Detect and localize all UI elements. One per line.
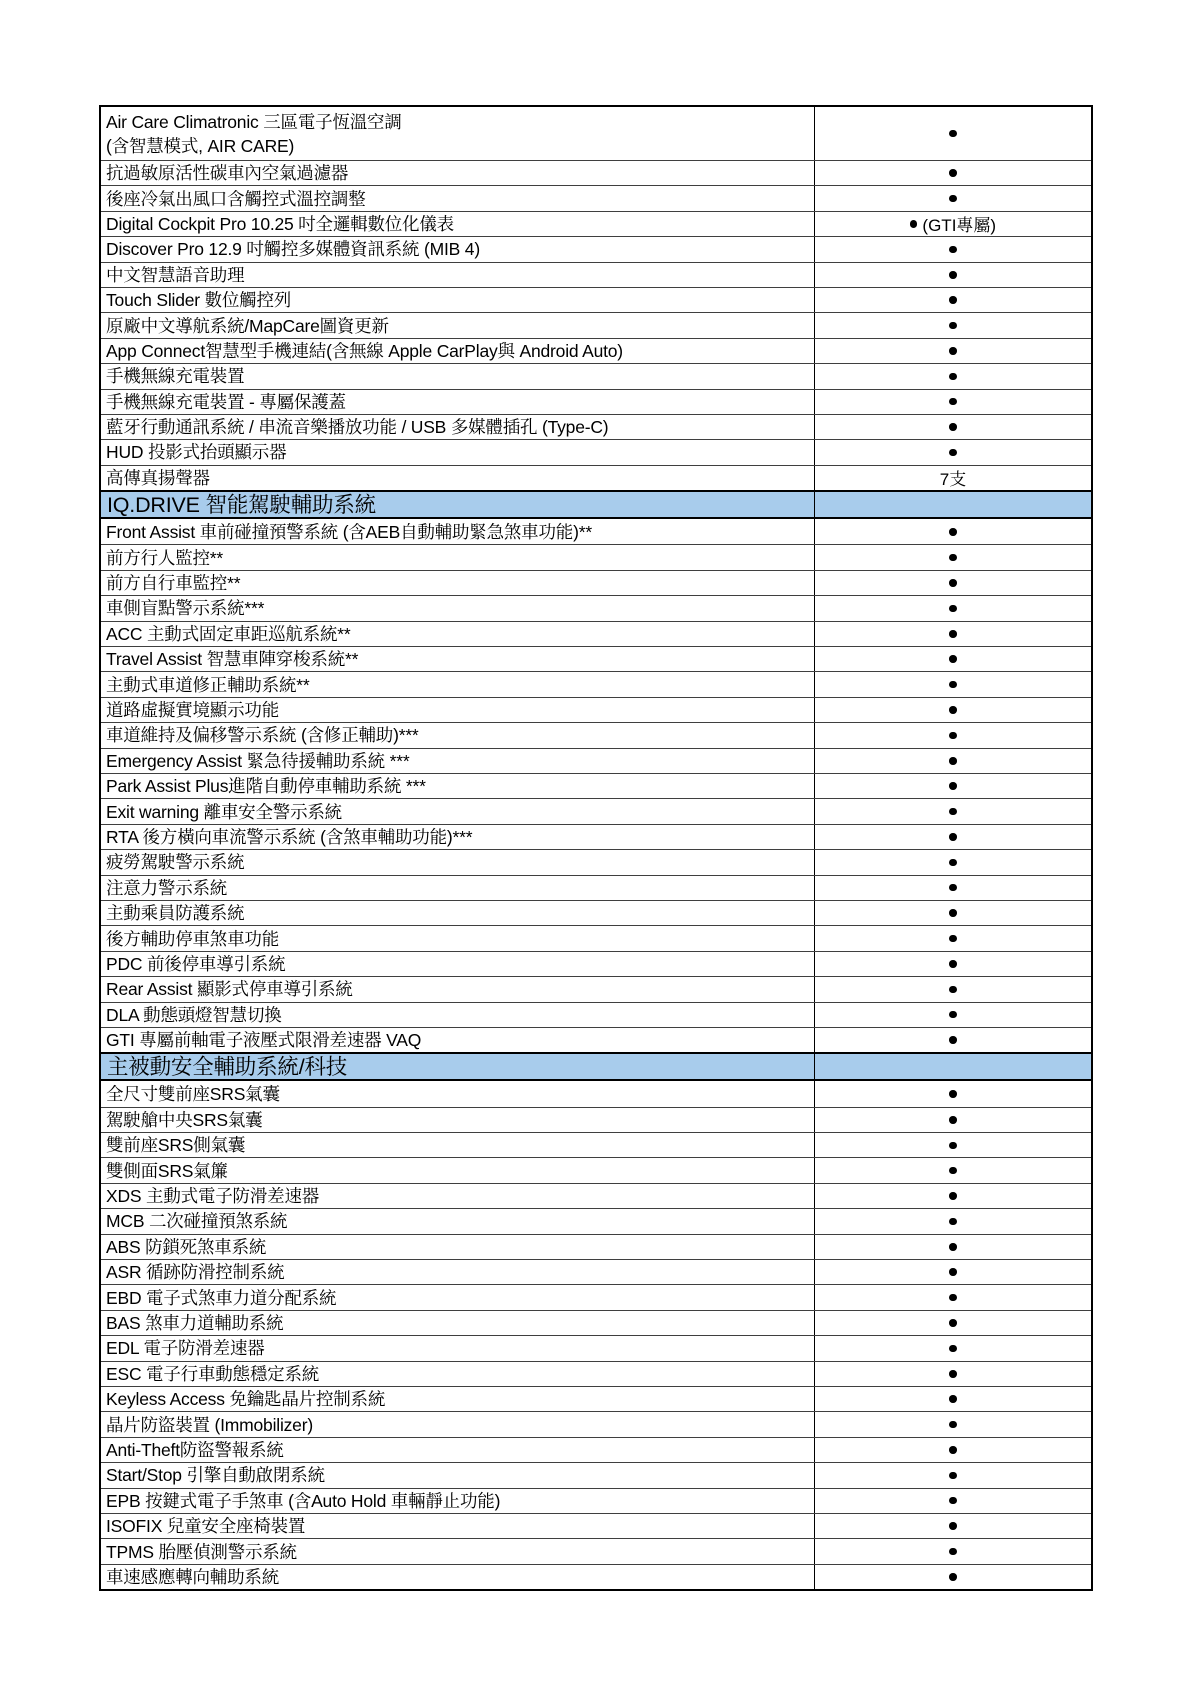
feature-name-cell <box>101 1539 815 1563</box>
feature-name-text: 原廠中文導航系統/MapCare圖資更新 <box>106 315 389 336</box>
included-dot-icon <box>949 681 957 689</box>
table-row <box>101 236 1091 261</box>
feature-name-text: 前方自行車監控** <box>106 573 241 594</box>
feature-name-text: Travel Assist 智慧車陣穿梭系統** <box>106 649 359 670</box>
feature-name-text: EPB 按鍵式電子手煞車 (含Auto Hold 車輛靜止功能) <box>106 1490 501 1511</box>
feature-name-cell <box>101 237 815 261</box>
section-title <box>101 1054 815 1079</box>
table-row <box>101 1002 1091 1027</box>
feature-name-text: Touch Slider 數位觸控列 <box>106 290 292 311</box>
section-header-row <box>101 490 1091 519</box>
table-row <box>101 646 1091 671</box>
feature-name-cell <box>101 672 815 696</box>
availability-cell <box>815 1133 1091 1157</box>
included-dot-icon <box>949 1090 957 1098</box>
availability-cell <box>815 825 1091 849</box>
included-dot-icon <box>949 960 957 968</box>
feature-name-text: Exit warning 離車安全警示系統 <box>106 801 342 822</box>
feature-name-text: 車道維持及偏移警示系統 (含修正輔助)*** <box>106 725 419 746</box>
included-dot-icon <box>949 859 957 867</box>
availability-cell <box>815 107 1091 160</box>
feature-name-text: IQ.DRIVE 智能駕駛輔助系統 <box>107 492 376 517</box>
feature-name-cell <box>101 1387 815 1411</box>
table-row <box>101 439 1091 464</box>
feature-name-cell <box>101 1184 815 1208</box>
feature-name-text: 後座冷氣出風口含觸控式溫控調整 <box>106 188 366 209</box>
feature-name-cell <box>101 1133 815 1157</box>
availability-cell <box>815 596 1091 620</box>
table-row <box>101 798 1091 823</box>
availability-cell <box>815 313 1091 337</box>
included-dot-icon <box>949 630 957 638</box>
table-row <box>101 1208 1091 1233</box>
feature-name-cell <box>101 415 815 439</box>
included-dot-icon <box>949 884 957 892</box>
feature-name-text: MCB 二次碰撞預煞系統 <box>106 1211 288 1232</box>
availability-cell <box>815 749 1091 773</box>
table-row <box>101 875 1091 900</box>
availability-cell <box>815 647 1091 671</box>
availability-cell <box>815 1209 1091 1233</box>
availability-cell <box>815 288 1091 312</box>
availability-cell <box>815 901 1091 925</box>
feature-name-text: 手機無線充電裝置 <box>106 366 245 387</box>
availability-cell <box>815 1539 1091 1563</box>
availability-cell <box>815 415 1091 439</box>
included-dot-icon <box>949 605 957 613</box>
feature-name-cell <box>101 901 815 925</box>
feature-name-text: ASR 循跡防滑控制系統 <box>106 1262 285 1283</box>
table-row <box>101 1234 1091 1259</box>
feature-name-text: EDL 電子防滑差速器 <box>106 1338 265 1359</box>
feature-name-cell <box>101 1081 815 1106</box>
table-row <box>101 748 1091 773</box>
included-dot-icon <box>949 579 957 587</box>
table-row <box>101 1027 1091 1052</box>
feature-name-text: 後方輔助停車煞車功能 <box>106 928 279 949</box>
availability-cell <box>815 390 1091 414</box>
feature-name-text: BAS 煞車力道輔助系統 <box>106 1312 284 1333</box>
feature-name-cell <box>101 390 815 414</box>
included-dot-icon <box>949 808 957 816</box>
feature-name-text: XDS 主動式電子防滑差速器 <box>106 1186 320 1207</box>
feature-name-text: 主動式車道修正輔助系統** <box>106 674 310 695</box>
availability-cell <box>815 161 1091 185</box>
feature-name-text: Anti-Theft防盜警報系統 <box>106 1439 284 1460</box>
feature-name-cell <box>101 339 815 363</box>
included-dot-icon <box>949 1345 957 1353</box>
feature-name-cell <box>101 977 815 1001</box>
included-dot-icon <box>949 1421 957 1429</box>
availability-cell <box>815 186 1091 210</box>
included-dot-icon <box>949 347 957 355</box>
feature-name-text: Emergency Assist 緊急待援輔助系統 *** <box>106 750 410 771</box>
availability-cell <box>815 364 1091 388</box>
feature-name-text: 主動乘員防護系統 <box>106 903 245 924</box>
included-dot-icon <box>949 373 957 381</box>
feature-name-cell <box>101 571 815 595</box>
table-row <box>101 1183 1091 1208</box>
table-row <box>101 1081 1091 1106</box>
included-dot-icon <box>949 935 957 943</box>
table-row <box>101 414 1091 439</box>
availability-cell <box>815 519 1091 544</box>
table-row <box>101 544 1091 569</box>
table-row <box>101 1488 1091 1513</box>
availability-cell <box>815 1387 1091 1411</box>
table-row <box>101 389 1091 414</box>
feature-name-cell <box>101 1285 815 1309</box>
table-row <box>101 1284 1091 1309</box>
availability-cell <box>815 672 1091 696</box>
feature-name-cell <box>101 545 815 569</box>
availability-cell <box>815 1362 1091 1386</box>
table-row <box>101 1259 1091 1284</box>
availability-cell <box>815 799 1091 823</box>
feature-name-cell <box>101 825 815 849</box>
feature-name-text: 主被動安全輔助系統/科技 <box>107 1054 348 1079</box>
included-dot-icon <box>949 1497 957 1505</box>
availability-cell <box>815 1514 1091 1538</box>
feature-name-text: App Connect智慧型手機連結(含無線 Apple CarPlay與 Android Auto) <box>106 340 623 361</box>
availability-cell <box>815 952 1091 976</box>
feature-name-cell <box>101 288 815 312</box>
availability-cell <box>815 339 1091 363</box>
feature-name-cell <box>101 926 815 950</box>
included-dot-icon <box>949 1319 957 1327</box>
feature-name-cell <box>101 622 815 646</box>
table-row <box>101 976 1091 1001</box>
feature-name-text: 抗過敏原活性碳車內空氣過濾器 <box>106 163 349 184</box>
feature-name-text: TPMS 胎壓偵測警示系統 <box>106 1541 297 1562</box>
feature-name-cell <box>101 774 815 798</box>
feature-name-subtext: (含智慧模式, AIR CARE) <box>106 135 295 156</box>
feature-name-text: EBD 電子式煞車力道分配系統 <box>106 1287 337 1308</box>
table-row <box>101 671 1091 696</box>
availability-cell <box>815 926 1091 950</box>
feature-name-text: RTA 後方橫向車流警示系統 (含煞車輔助功能)*** <box>106 826 473 847</box>
table-row <box>101 824 1091 849</box>
table-row <box>101 722 1091 747</box>
table-row <box>101 363 1091 388</box>
feature-name-cell <box>101 1565 815 1589</box>
feature-name-text: 雙側面SRS氣簾 <box>106 1160 228 1181</box>
table-row <box>101 465 1091 490</box>
table-row <box>101 211 1091 236</box>
feature-name-cell <box>101 799 815 823</box>
feature-name-cell <box>101 1260 815 1284</box>
feature-name-text: Digital Cockpit Pro 10.25 吋全邏輯數位化儀表 <box>106 213 454 234</box>
table-row <box>101 697 1091 722</box>
feature-name-text: HUD 投影式抬頭顯示器 <box>106 442 287 463</box>
table-row <box>101 160 1091 185</box>
feature-name-text: Park Assist Plus進階自動停車輔助系統 *** <box>106 776 426 797</box>
table-row <box>101 1132 1091 1157</box>
feature-name-text: DLA 動態頭燈智慧切換 <box>106 1004 282 1025</box>
feature-name-text: 手機無線充電裝置 - 專屬保護蓋 <box>106 391 346 412</box>
included-dot-icon <box>949 246 957 254</box>
included-dot-icon <box>949 296 957 304</box>
feature-name-text: 高傳真揚聲器 <box>106 467 210 488</box>
feature-name-cell <box>101 313 815 337</box>
table-row <box>101 925 1091 950</box>
feature-name-cell <box>101 466 815 490</box>
included-dot-icon <box>949 1446 957 1454</box>
feature-name-cell <box>101 1158 815 1182</box>
feature-name-text: ESC 電子行車動態穩定系統 <box>106 1363 320 1384</box>
availability-cell <box>815 1438 1091 1462</box>
table-row <box>101 621 1091 646</box>
section-title <box>101 492 815 517</box>
availability-cell <box>815 571 1091 595</box>
feature-name-text: GTI 專屬前軸電子液壓式限滑差速器 VAQ <box>106 1030 422 1051</box>
table-row <box>101 1310 1091 1335</box>
feature-name-cell <box>101 698 815 722</box>
included-dot-icon <box>949 169 957 177</box>
table-row <box>101 1538 1091 1563</box>
included-dot-icon <box>949 909 957 917</box>
feature-name-text: 駕駛艙中央SRS氣囊 <box>106 1109 263 1130</box>
included-dot-icon <box>949 833 957 841</box>
availability-cell <box>815 1285 1091 1309</box>
table-row <box>101 287 1091 312</box>
included-dot-icon <box>949 1370 957 1378</box>
availability-cell <box>815 850 1091 874</box>
availability-note: (GTI專屬) <box>922 216 997 236</box>
table-row <box>101 773 1091 798</box>
included-dot-icon <box>949 1142 957 1150</box>
included-dot-icon <box>949 655 957 663</box>
feature-name-text: Discover Pro 12.9 吋觸控多媒體資訊系統 (MIB 4) <box>106 239 480 260</box>
availability-cell <box>815 698 1091 722</box>
availability-cell <box>815 545 1091 569</box>
availability-cell <box>815 622 1091 646</box>
feature-name-cell <box>101 1362 815 1386</box>
availability-cell <box>815 876 1091 900</box>
feature-name-cell <box>101 952 815 976</box>
feature-name-cell <box>101 596 815 620</box>
table-row <box>101 312 1091 337</box>
availability-cell <box>815 977 1091 1001</box>
feature-name-cell <box>101 1336 815 1360</box>
feature-name-cell <box>101 107 815 160</box>
feature-name-text: 全尺寸雙前座SRS氣囊 <box>106 1083 280 1104</box>
availability-cell <box>815 1003 1091 1027</box>
feature-name-cell <box>101 647 815 671</box>
table-row <box>101 1462 1091 1487</box>
feature-name-text: 道路虛擬實境顯示功能 <box>106 700 279 720</box>
feature-name-text: 中文智慧語音助理 <box>106 264 245 285</box>
feature-name-cell <box>101 1463 815 1487</box>
feature-name-cell <box>101 212 815 236</box>
table-row <box>101 951 1091 976</box>
availability-cell <box>815 774 1091 798</box>
feature-name-text: ISOFIX 兒童安全座椅裝置 <box>106 1516 306 1537</box>
feature-name-text: Keyless Access 免鑰匙晶片控制系統 <box>106 1389 386 1410</box>
table-row <box>101 1335 1091 1360</box>
spec-table <box>99 105 1093 1591</box>
included-dot-icon <box>949 782 957 790</box>
feature-name-text: Start/Stop 引擎自動啟閉系統 <box>106 1465 325 1486</box>
table-row <box>101 1107 1091 1132</box>
included-dot-icon <box>949 554 957 562</box>
included-dot-icon <box>949 528 957 536</box>
feature-name-cell <box>101 1003 815 1027</box>
availability-cell <box>815 263 1091 287</box>
feature-name-text: 注意力警示系統 <box>106 877 228 898</box>
feature-name-cell <box>101 161 815 185</box>
availability-cell <box>815 1565 1091 1589</box>
included-dot-icon <box>949 449 957 457</box>
included-dot-icon <box>949 1218 957 1226</box>
feature-name-text: 疲勞駕駛警示系統 <box>106 852 245 873</box>
availability-cell <box>815 440 1091 464</box>
availability-cell <box>815 1336 1091 1360</box>
included-dot-icon <box>949 1011 957 1019</box>
feature-name-cell <box>101 1108 815 1132</box>
feature-name-text: ACC 主動式固定車距巡航系統** <box>106 623 351 644</box>
availability-cell <box>815 1028 1091 1052</box>
feature-name-text: 雙前座SRS側氣囊 <box>106 1135 246 1156</box>
included-dot-icon <box>949 322 957 330</box>
table-row <box>101 107 1091 160</box>
included-dot-icon <box>949 1548 957 1556</box>
feature-name-text: 晶片防盜裝置 (Immobilizer) <box>106 1414 313 1435</box>
included-dot-icon <box>949 1472 957 1480</box>
table-row <box>101 849 1091 874</box>
feature-name-cell <box>101 1514 815 1538</box>
table-row <box>101 1361 1091 1386</box>
feature-name-text: Front Assist 車前碰撞預警系統 (含AEB自動輔助緊急煞車功能)** <box>106 521 592 542</box>
table-row <box>101 519 1091 544</box>
included-dot-icon <box>949 1036 957 1044</box>
feature-name-cell <box>101 364 815 388</box>
feature-name-cell <box>101 876 815 900</box>
included-dot-icon <box>949 195 957 203</box>
availability-cell <box>815 1489 1091 1513</box>
feature-name-text: Air Care Climatronic 三區電子恆溫空調 <box>106 111 402 132</box>
included-dot-icon <box>949 1116 957 1124</box>
availability-cell <box>815 1412 1091 1436</box>
table-row <box>101 338 1091 363</box>
included-dot-icon <box>949 423 957 431</box>
feature-name-cell <box>101 1028 815 1052</box>
availability-cell <box>815 492 1091 517</box>
availability-cell <box>815 212 1091 236</box>
included-dot-icon <box>949 1243 957 1251</box>
feature-name-cell <box>101 850 815 874</box>
table-row <box>101 1157 1091 1182</box>
availability-cell <box>815 466 1091 490</box>
included-dot-icon <box>949 1573 957 1581</box>
included-dot-icon <box>949 1192 957 1200</box>
section-header-row <box>101 1052 1091 1081</box>
included-dot-icon <box>949 757 957 765</box>
table-row <box>101 595 1091 620</box>
included-dot-icon <box>949 130 957 138</box>
feature-name-cell <box>101 723 815 747</box>
feature-name-cell <box>101 1209 815 1233</box>
included-dot-icon <box>949 1167 957 1175</box>
table-row <box>101 1386 1091 1411</box>
table-row <box>101 570 1091 595</box>
feature-name-text: 前方行人監控** <box>106 547 224 568</box>
table-row <box>101 1564 1091 1589</box>
table-row <box>101 185 1091 210</box>
included-dot-icon <box>949 1395 957 1403</box>
availability-cell <box>815 723 1091 747</box>
availability-cell <box>815 1081 1091 1106</box>
included-dot-icon <box>949 706 957 714</box>
feature-name-cell <box>101 749 815 773</box>
feature-name-text: 車速感應轉向輔助系統 <box>106 1566 279 1587</box>
feature-name-text: PDC 前後停車導引系統 <box>106 953 286 974</box>
availability-cell <box>815 1054 1091 1079</box>
availability-cell <box>815 1184 1091 1208</box>
feature-name-text: 車側盲點警示系統*** <box>106 598 265 619</box>
feature-name-cell <box>101 263 815 287</box>
table-row <box>101 262 1091 287</box>
included-dot-icon <box>949 732 957 740</box>
included-dot-icon <box>949 1522 957 1530</box>
feature-name-cell <box>101 1438 815 1462</box>
included-dot-icon <box>910 220 918 228</box>
availability-cell <box>815 1311 1091 1335</box>
availability-cell <box>815 237 1091 261</box>
included-dot-icon <box>949 986 957 994</box>
feature-name-cell <box>101 1311 815 1335</box>
feature-name-cell <box>101 186 815 210</box>
table-row <box>101 1411 1091 1436</box>
table-row <box>101 1513 1091 1538</box>
included-dot-icon <box>949 271 957 279</box>
availability-cell <box>815 1108 1091 1132</box>
availability-cell <box>815 1158 1091 1182</box>
included-dot-icon <box>949 398 957 406</box>
feature-name-text: Rear Assist 顯影式停車導引系統 <box>106 979 353 1000</box>
included-dot-icon <box>949 1268 957 1276</box>
feature-name-text: ABS 防鎖死煞車系統 <box>106 1236 267 1257</box>
feature-name-cell <box>101 519 815 544</box>
table-row <box>101 1437 1091 1462</box>
availability-cell <box>815 1463 1091 1487</box>
feature-name-cell <box>101 1412 815 1436</box>
availability-cell <box>815 1260 1091 1284</box>
table-row <box>101 900 1091 925</box>
feature-name-cell <box>101 1235 815 1259</box>
included-dot-icon <box>949 1294 957 1302</box>
feature-name-text: 藍牙行動通訊系統 / 串流音樂播放功能 / USB 多媒體插孔 (Type-C) <box>106 417 609 438</box>
feature-name-cell <box>101 1489 815 1513</box>
availability-text: 7支 <box>939 470 967 490</box>
availability-cell <box>815 1235 1091 1259</box>
feature-name-cell <box>101 440 815 464</box>
